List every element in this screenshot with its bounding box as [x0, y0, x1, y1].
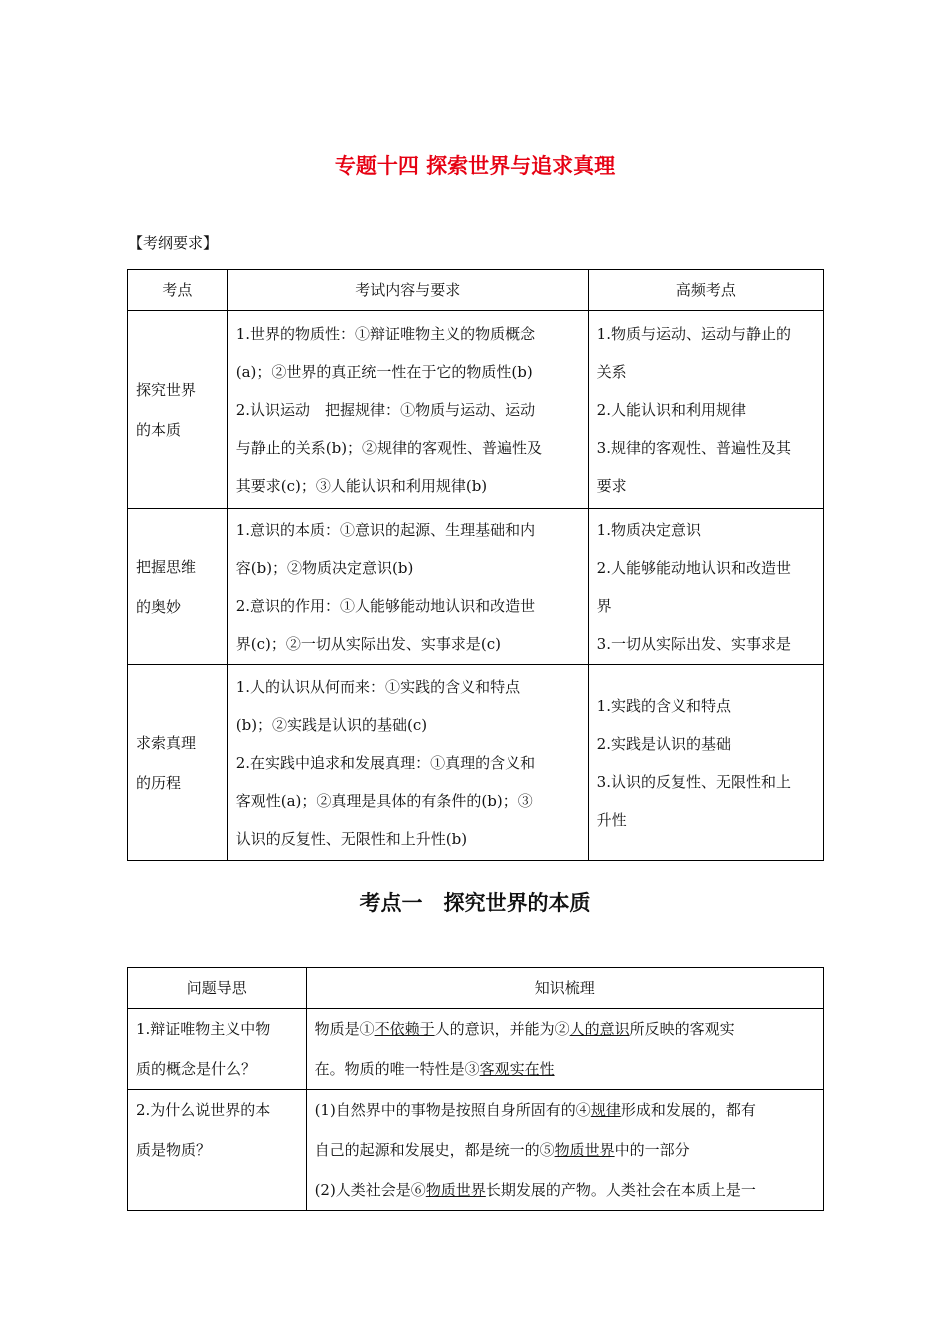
topic-cell	[128, 665, 228, 861]
table-row	[128, 665, 824, 861]
answer-text: (2)人类社会是⑥	[314, 1181, 426, 1199]
cell-line: 的本质	[136, 420, 182, 439]
answer-text: 在。物质的唯一特性是③	[314, 1060, 480, 1078]
answer-text: 中的一部分	[614, 1141, 690, 1159]
cell-line: (b)；②实践是认识的基础(c)	[235, 715, 428, 734]
cell-line: 关系	[596, 362, 627, 381]
content-cell	[227, 311, 588, 509]
cell-line: 的历程	[136, 773, 182, 792]
answer-text: 人的意识，并能为②	[434, 1020, 570, 1038]
cell-line: 2.为什么说世界的本	[136, 1101, 271, 1119]
cell-line: 质的概念是什么？	[136, 1060, 257, 1078]
cell-line: 1.实践的含义和特点	[596, 696, 731, 715]
frequent-cell	[588, 311, 823, 509]
topic-cell	[128, 509, 228, 665]
cell-line: 界	[596, 596, 612, 615]
cell-line: (a)；②世界的真正统一性在于它的物质性(b)	[235, 362, 533, 381]
cell-line: 与静止的关系(b)；②规律的客观性、普遍性及	[235, 438, 543, 457]
header-cell: 知识梳理	[306, 968, 823, 1009]
topic-cell	[128, 311, 228, 509]
answer-cell	[306, 1090, 823, 1211]
cell-line: 1.世界的物质性：①辩证唯物主义的物质概念	[235, 324, 536, 343]
header-cell: 高频考点	[588, 270, 823, 311]
answer-text: 自己的起源和发展史，都是统一的⑤	[314, 1141, 555, 1159]
question-cell	[128, 1009, 307, 1090]
cell-line: 2.在实践中追求和发展真理：①真理的含义和	[235, 753, 536, 772]
question-cell	[128, 1090, 307, 1211]
cell-line: 1.辩证唯物主义中物	[136, 1020, 271, 1038]
table-row	[128, 1090, 824, 1211]
syllabus-table	[127, 269, 824, 861]
cell-line: 的奥妙	[136, 597, 182, 616]
cell-line: 界(c)；②一切从实际出发、实事求是(c)	[235, 634, 501, 653]
table-row	[128, 1009, 824, 1090]
cell-line: 客观性(a)；②真理是具体的有条件的(b)；③	[235, 791, 533, 810]
cell-line: 3.一切从实际出发、实事求是	[596, 634, 791, 653]
table-header-row	[128, 968, 824, 1009]
cell-line	[315, 1049, 815, 1089]
fill-in-answer: 不依赖于	[374, 1020, 435, 1038]
fill-in-answer: 物质世界	[425, 1181, 486, 1199]
fill-in-answer: 人的意识	[569, 1020, 630, 1038]
cell-line: 3.规律的客观性、普遍性及其	[596, 438, 791, 457]
answer-text: (1)自然界中的事物是按照自身所固有的④	[314, 1101, 591, 1119]
answer-text: 所反映的客观实	[629, 1020, 735, 1038]
page-title: 专题十四 探索世界与追求真理	[334, 154, 616, 178]
cell-line: 要求	[596, 476, 627, 495]
cell-line: 2.人能够能动地认识和改造世	[596, 558, 791, 577]
cell-line: 把握思维	[136, 557, 197, 576]
cell-line: 2.认识运动 把握规律：①物质与运动、运动	[235, 400, 536, 419]
cell-line: 2.实践是认识的基础	[596, 734, 731, 753]
header-cell: 考试内容与要求	[227, 270, 588, 311]
cell-line: 1.意识的本质：①意识的起源、生理基础和内	[235, 520, 536, 539]
frequent-cell	[588, 665, 823, 861]
cell-line: 升性	[596, 810, 627, 829]
cell-line	[315, 1009, 815, 1049]
cell-line: 认识的反复性、无限性和上升性(b)	[235, 829, 468, 848]
content-cell	[227, 665, 588, 861]
cell-line: 3.认识的反复性、无限性和上	[596, 772, 791, 791]
fill-in-answer: 规律	[590, 1101, 621, 1119]
cell-line: 1.人的认识从何而来：①实践的含义和特点	[235, 677, 521, 696]
knowledge-table	[127, 967, 824, 1211]
header-cell: 问题导思	[128, 968, 307, 1009]
fill-in-answer: 客观实在性	[479, 1060, 555, 1078]
table-header-row	[128, 270, 824, 311]
answer-cell	[306, 1009, 823, 1090]
section-heading: 考点一 探究世界的本质	[359, 891, 591, 915]
cell-line: 求索真理	[136, 733, 197, 752]
content-cell	[227, 509, 588, 665]
answer-text: 形成和发展的，都有	[620, 1101, 756, 1119]
cell-line: 1.物质与运动、运动与静止的	[596, 324, 791, 343]
answer-text: 物质是①	[314, 1020, 375, 1038]
cell-line: 质是物质？	[136, 1141, 212, 1159]
frequent-cell	[588, 509, 823, 665]
cell-line	[315, 1170, 815, 1210]
cell-line: 探究世界	[136, 380, 197, 399]
cell-line: 容(b)；②物质决定意识(b)	[235, 558, 414, 577]
fill-in-answer: 物质世界	[554, 1141, 615, 1159]
cell-line: 2.意识的作用：①人能够能动地认识和改造世	[235, 596, 536, 615]
answer-text: 长期发展的产物。人类社会在本质上是一	[485, 1181, 756, 1199]
cell-line	[315, 1130, 815, 1170]
header-cell: 考点	[128, 270, 228, 311]
cell-line: 2.人能认识和利用规律	[596, 400, 746, 419]
table-row	[128, 509, 824, 665]
cell-line: 1.物质决定意识	[596, 520, 701, 539]
section-label: 【考纲要求】	[128, 234, 219, 252]
cell-line	[315, 1090, 815, 1130]
cell-line: 其要求(c)；③人能认识和利用规律(b)	[235, 476, 488, 495]
table-row	[128, 311, 824, 509]
